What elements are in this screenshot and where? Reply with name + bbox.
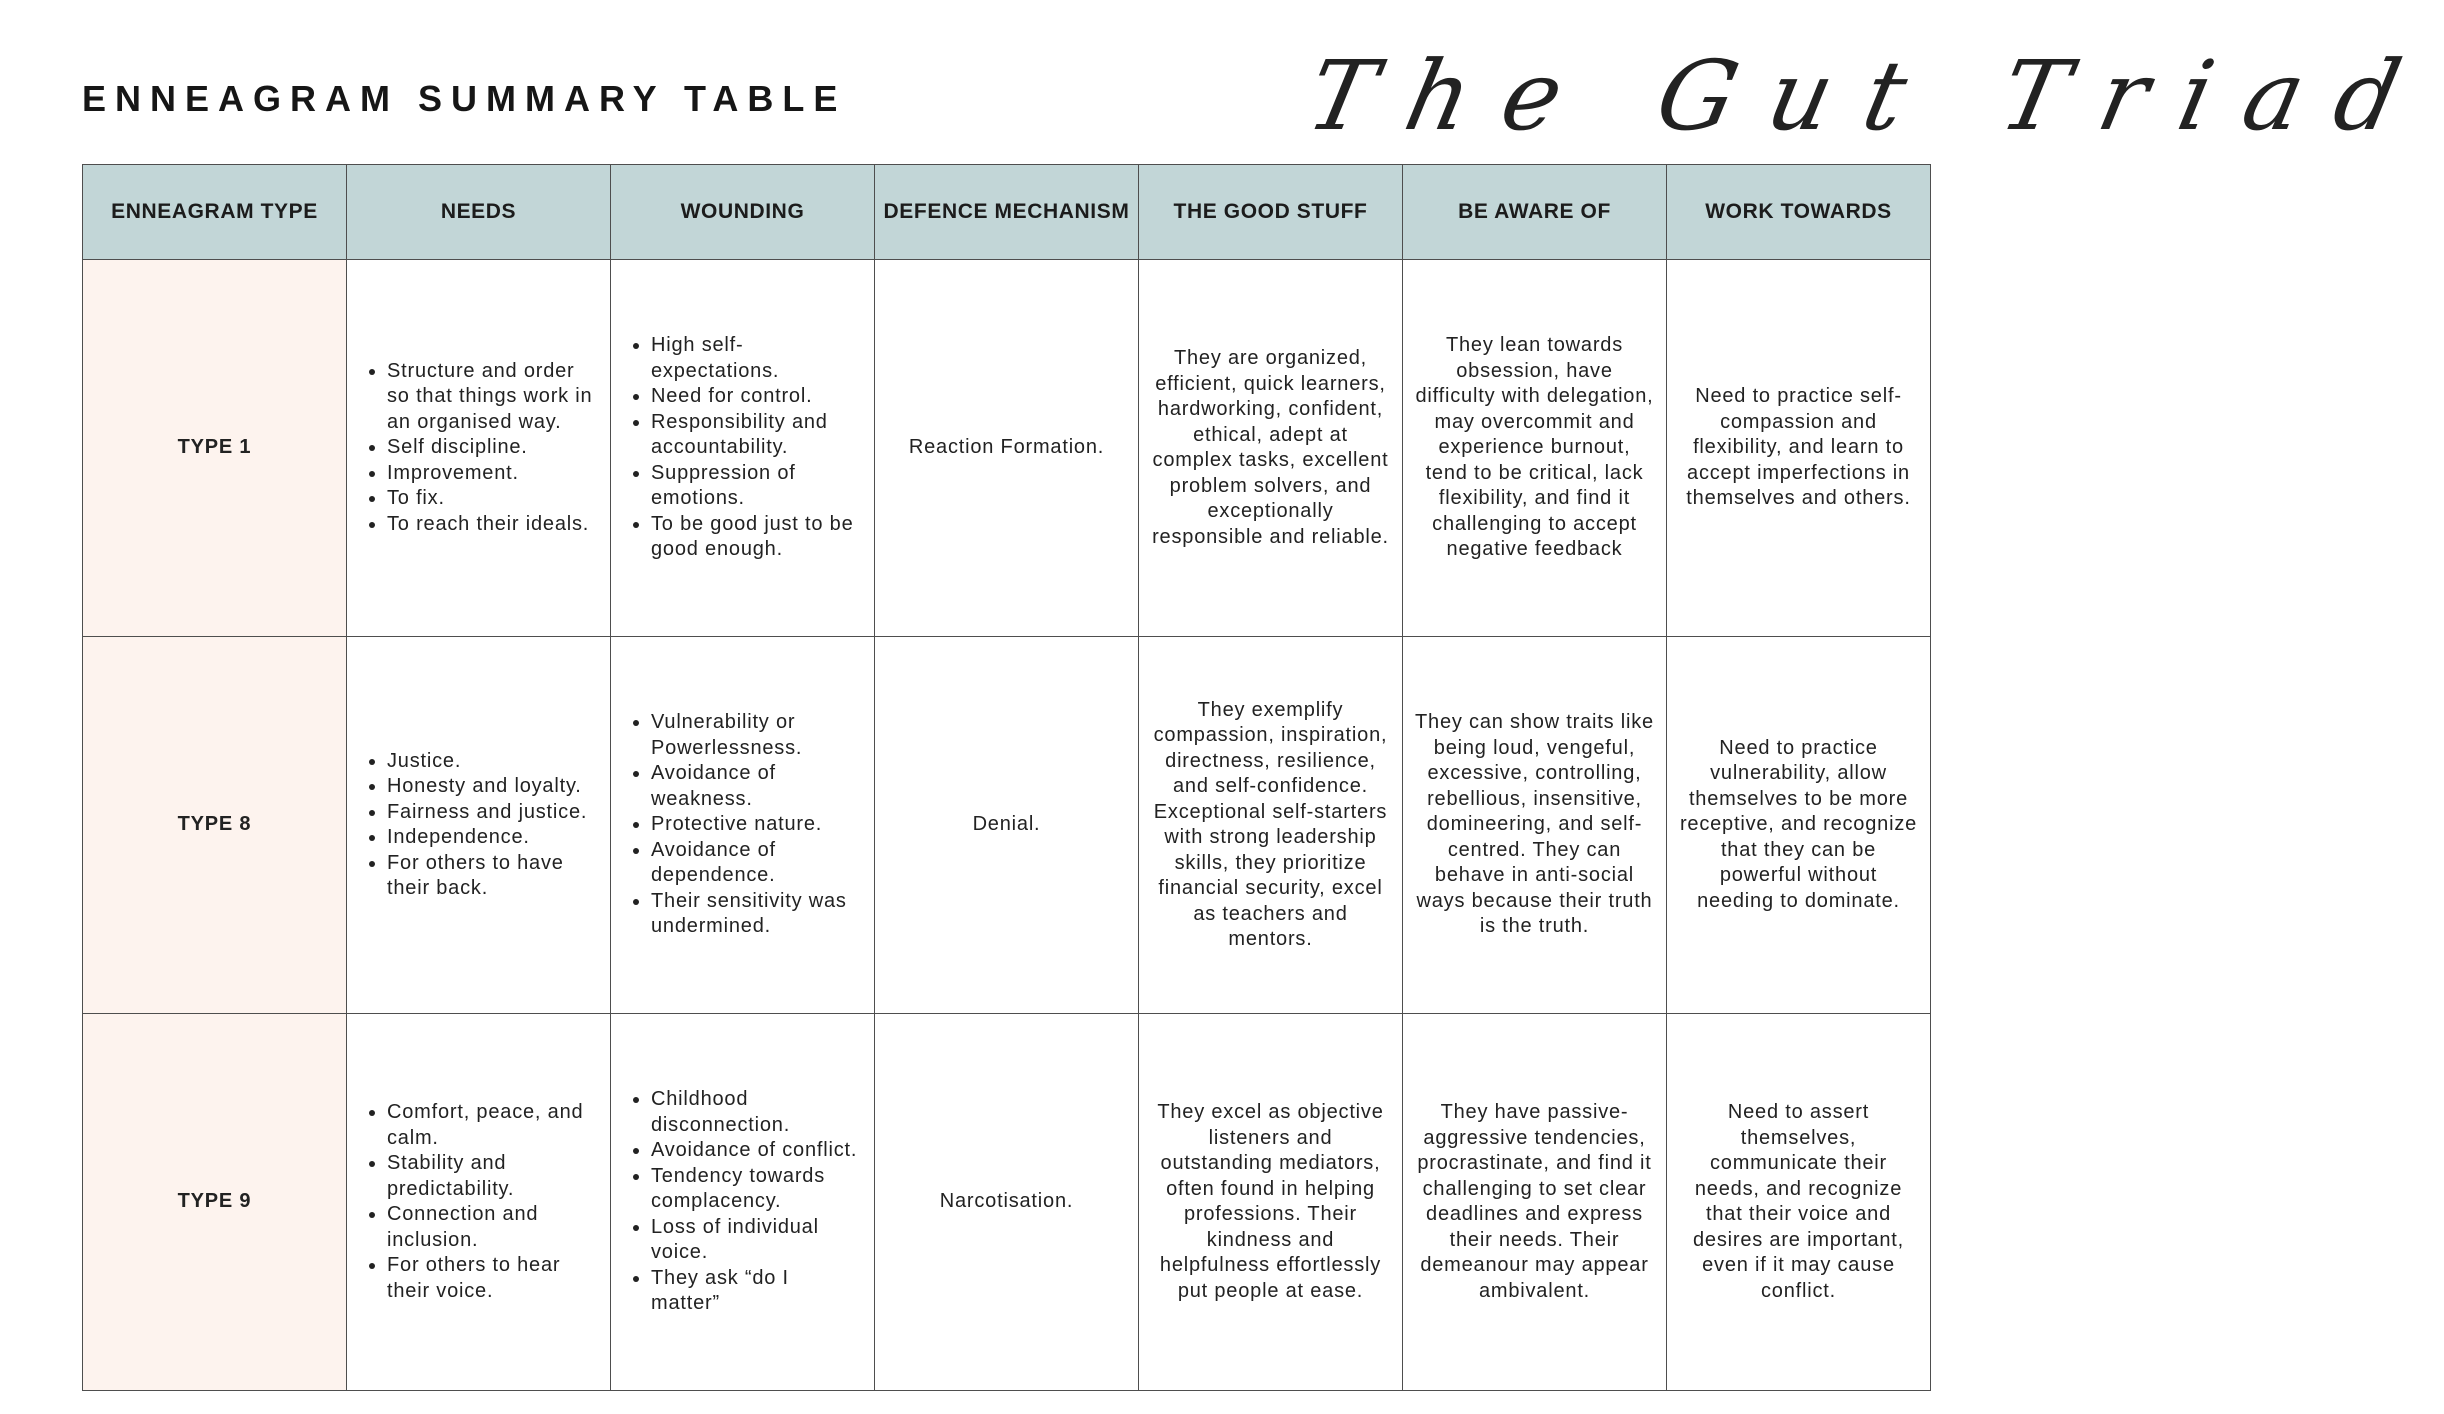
page-title: ENNEAGRAM SUMMARY TABLE (82, 78, 847, 119)
header-row (83, 165, 1931, 260)
needs-cell (347, 637, 611, 1014)
list-item: • To fix. (387, 486, 598, 512)
needs-cell-list (359, 359, 598, 538)
summary-table (82, 164, 1931, 1391)
list-item: • Fairness and justice. (387, 800, 598, 826)
needs-cell-list (359, 749, 598, 902)
list-item: • Avoidance of conflict. (651, 1138, 862, 1164)
be-aware-cell: They can show traits like being loud, vengeful, excessive, controlling, rebellious, insensitive, domineering, and self-centred. They can behave in anti-social ways because their truth is the truth. (1403, 637, 1667, 1014)
list-item: • Responsibility and accountability. (651, 410, 862, 461)
list-item: • Vulnerability or Powerlessness. (651, 710, 862, 761)
type-cell: TYPE 9 (83, 1014, 347, 1391)
header-be-aware: BE AWARE OF (1403, 165, 1667, 260)
good-stuff-cell: They are organized, efficient, quick learners, hardworking, confident, ethical, adept at complex tasks, excellent problem solvers, and exceptionally responsible and reliable. (1139, 260, 1403, 637)
list-item: • Their sensitivity was undermined. (651, 889, 862, 940)
list-item: • Structure and order so that things work in an organised way. (387, 359, 598, 436)
be-aware-cell: They lean towards obsession, have difficulty with delegation, may overcommit and experience burnout, tend to be critical, lack flexibility, and find it challenging to accept negative feedback (1403, 260, 1667, 637)
defence-cell: Denial. (875, 637, 1139, 1014)
list-item: • Protective nature. (651, 812, 862, 838)
list-item: • Need for control. (651, 384, 862, 410)
header-defence: DEFENCE MECHANISM (875, 165, 1139, 260)
needs-cell-list (359, 1100, 598, 1304)
list-item: • Avoidance of weakness. (651, 761, 862, 812)
list-item: • Independence. (387, 825, 598, 851)
work-towards-cell: Need to practice self-compassion and flexibility, and learn to accept imperfections in themselves and others. (1667, 260, 1931, 637)
good-stuff-cell: They exemplify compassion, inspiration, directness, resilience, and self-confidence. Exceptional self-starters with strong leadership skills, they prioritize financial security, excel as teachers and mentors. (1139, 637, 1403, 1014)
good-stuff-cell: They excel as objective listeners and outstanding mediators, often found in helping professions. Their kindness and helpfulness effortlessly put people at ease. (1139, 1014, 1403, 1391)
table-row (83, 1014, 1931, 1391)
list-item: • Childhood disconnection. (651, 1087, 862, 1138)
list-item: • Comfort, peace, and calm. (387, 1100, 598, 1151)
list-item: • Self discipline. (387, 435, 598, 461)
list-item: • Justice. (387, 749, 598, 775)
header-type: ENNEAGRAM TYPE (83, 165, 347, 260)
list-item: • Suppression of emotions. (651, 461, 862, 512)
defence-cell: Narcotisation. (875, 1014, 1139, 1391)
wounding-cell (611, 260, 875, 637)
list-item: • Loss of individual voice. (651, 1215, 862, 1266)
list-item: • Honesty and loyalty. (387, 774, 598, 800)
needs-cell (347, 260, 611, 637)
wounding-cell-list (623, 1087, 862, 1317)
list-item: • High self-expectations. (651, 333, 862, 384)
work-towards-cell: Need to assert themselves, communicate their needs, and recognize that their voice and desires are important, even if it may cause conflict. (1667, 1014, 1931, 1391)
header-work-towards: WORK TOWARDS (1667, 165, 1931, 260)
needs-cell (347, 1014, 611, 1391)
table-row (83, 637, 1931, 1014)
list-item: • They ask “do I matter” (651, 1266, 862, 1317)
header-needs: NEEDS (347, 165, 611, 260)
work-towards-cell: Need to practice vulnerability, allow themselves to be more receptive, and recognize that they can be powerful without needing to dominate. (1667, 637, 1931, 1014)
list-item: • Improvement. (387, 461, 598, 487)
list-item: • Tendency towards complacency. (651, 1164, 862, 1215)
list-item: • Avoidance of dependence. (651, 838, 862, 889)
defence-cell: Reaction Formation. (875, 260, 1139, 637)
list-item: • Connection and inclusion. (387, 1202, 598, 1253)
header-wounding: WOUNDING (611, 165, 875, 260)
wounding-cell-list (623, 333, 862, 563)
wounding-cell (611, 1014, 875, 1391)
header-good-stuff: THE GOOD STUFF (1139, 165, 1403, 260)
list-item: • To be good just to be good enough. (651, 512, 862, 563)
list-item: • To reach their ideals. (387, 512, 598, 538)
table-row (83, 260, 1931, 637)
list-item: • Stability and predictability. (387, 1151, 598, 1202)
type-cell: TYPE 1 (83, 260, 347, 637)
wounding-cell (611, 637, 875, 1014)
list-item: • For others to hear their voice. (387, 1253, 598, 1304)
be-aware-cell: They have passive-aggressive tendencies, procrastinate, and find it challenging to set clear deadlines and express their needs. Their demeanour may appear ambivalent. (1403, 1014, 1667, 1391)
wounding-cell-list (623, 710, 862, 940)
list-item: • For others to have their back. (387, 851, 598, 902)
script-title: The Gut Triad (1298, 40, 2444, 152)
type-cell: TYPE 8 (83, 637, 347, 1014)
